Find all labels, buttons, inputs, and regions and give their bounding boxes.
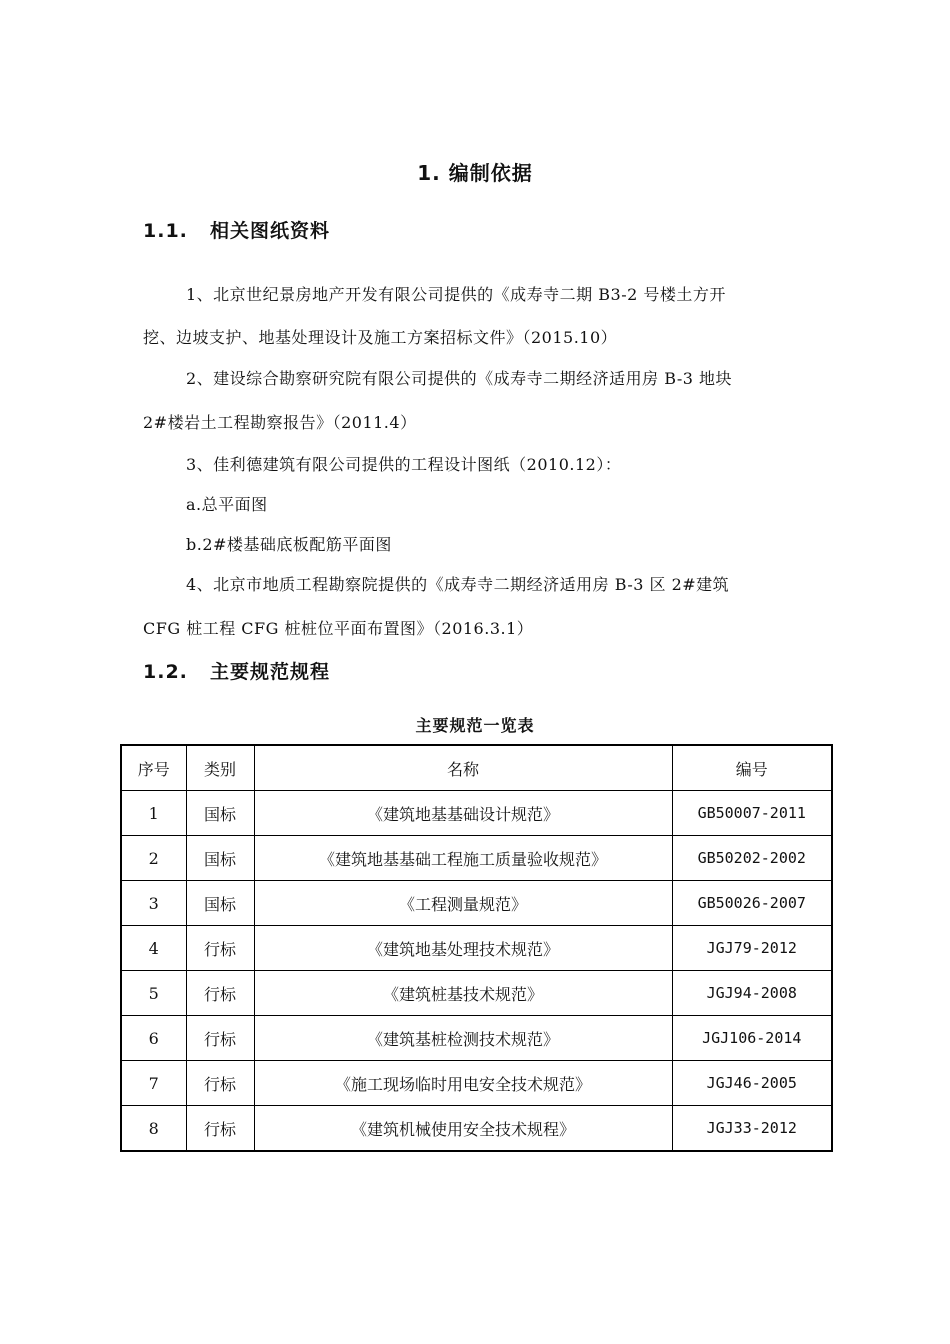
table-title: 主要规范一览表: [415, 716, 535, 735]
row-index: 5: [121, 971, 186, 1016]
row-category: 国标: [186, 836, 254, 881]
row-standard-name: 《施工现场临时用电安全技术规范》: [254, 1061, 672, 1106]
row-standard-code: JGJ46-2005: [672, 1061, 832, 1106]
row-standard-name: 《建筑桩基技术规范》: [254, 971, 672, 1016]
row-index: 6: [121, 1016, 186, 1061]
row-category: 行标: [186, 1016, 254, 1061]
paragraph-line: 挖、边坡支护、地基处理设计及施工方案招标文件》（2015.10）: [143, 328, 618, 347]
row-category: 行标: [186, 1061, 254, 1106]
row-category: 行标: [186, 1106, 254, 1152]
row-standard-code: JGJ106-2014: [672, 1016, 832, 1061]
paragraph-line: 1、北京世纪景房地产开发有限公司提供的《成寿寺二期 B3-2 号楼土方开: [186, 285, 726, 304]
row-index: 2: [121, 836, 186, 881]
table-row: [121, 836, 832, 881]
row-category: 行标: [186, 971, 254, 1016]
list-item: a.总平面图: [186, 495, 268, 514]
row-standard-code: GB50007-2011: [672, 791, 832, 836]
row-category: 国标: [186, 881, 254, 926]
table-row: [121, 881, 832, 926]
row-index: 8: [121, 1106, 186, 1152]
table-row: [121, 791, 832, 836]
row-standard-code: JGJ94-2008: [672, 971, 832, 1016]
paragraph-line: 2、建设综合勘察研究院有限公司提供的《成寿寺二期经济适用房 B-3 地块: [186, 369, 732, 388]
row-standard-name: 《建筑地基处理技术规范》: [254, 926, 672, 971]
row-standard-code: GB50026-2007: [672, 881, 832, 926]
section-number: 1.2.: [143, 661, 188, 683]
table-row: [121, 926, 832, 971]
row-category: 国标: [186, 791, 254, 836]
row-index: 3: [121, 881, 186, 926]
header-cell: 名称: [254, 745, 672, 791]
row-standard-code: JGJ33-2012: [672, 1106, 832, 1152]
chapter-title: 1. 编制依据: [417, 161, 533, 185]
paragraph-line: 3、佳利德建筑有限公司提供的工程设计图纸（2010.12）：: [186, 455, 622, 474]
row-category: 行标: [186, 926, 254, 971]
table-row: [121, 1106, 832, 1152]
list-item: b.2#楼基础底板配筋平面图: [186, 535, 392, 554]
header-cell: 编号: [672, 745, 832, 791]
standards-table: [120, 744, 833, 1152]
table-row: [121, 971, 832, 1016]
section-heading-1-2: [143, 657, 330, 684]
row-standard-name: 《建筑地基基础设计规范》: [254, 791, 672, 836]
paragraph-line: CFG 桩工程 CFG 桩桩位平面布置图》（2016.3.1）: [143, 619, 534, 638]
section-title-text: 相关图纸资料: [210, 220, 331, 242]
row-standard-name: 《建筑地基基础工程施工质量验收规范》: [254, 836, 672, 881]
table-row: [121, 1016, 832, 1061]
table-row: [121, 1061, 832, 1106]
row-index: 4: [121, 926, 186, 971]
section-number: 1.1.: [143, 220, 188, 242]
section-heading-1-1: [143, 216, 330, 243]
row-standard-name: 《建筑机械使用安全技术规程》: [254, 1106, 672, 1152]
row-standard-code: GB50202-2002: [672, 836, 832, 881]
row-standard-name: 《建筑基桩检测技术规范》: [254, 1016, 672, 1061]
row-standard-code: JGJ79-2012: [672, 926, 832, 971]
section-title-text: 主要规范规程: [210, 661, 331, 683]
row-standard-name: 《工程测量规范》: [254, 881, 672, 926]
table-header-row: [121, 745, 832, 791]
row-index: 1: [121, 791, 186, 836]
header-cell: 序号: [121, 745, 186, 791]
header-cell: 类别: [186, 745, 254, 791]
row-index: 7: [121, 1061, 186, 1106]
paragraph-line: 4、北京市地质工程勘察院提供的《成寿寺二期经济适用房 B-3 区 2#建筑: [186, 575, 730, 594]
paragraph-line: 2#楼岩土工程勘察报告》（2011.4）: [143, 413, 417, 432]
